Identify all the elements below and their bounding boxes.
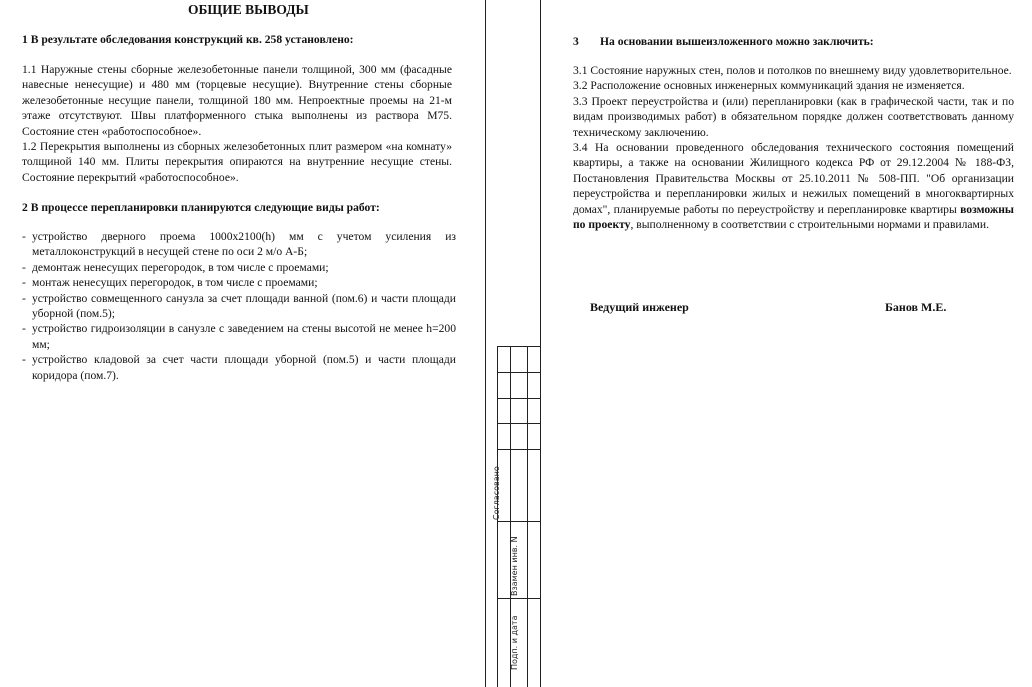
list-item: - устройство дверного проема 1000х2100(h) мм с учетом усиления из металлоконструкций в несущей стене по оси 2 м/о А-Б; <box>22 229 456 260</box>
paragraph-1-2: 1.2 Перекрытия выполнены из сборных железобетонных плит размером «на комнату» толщиной 140 мм. Плиты перекрытия опираются на внутренние несущие стены. Состояние перекрытий «работоспособное». <box>22 140 452 184</box>
signer-role: Ведущий инженер <box>590 300 689 314</box>
page-title: ОБЩИЕ ВЫВОДЫ <box>188 2 309 17</box>
paragraph-3-1: 3.1 Состояние наружных стен, полов и потолков по внешнему виду удовлетворительное. <box>573 64 1012 77</box>
section-1-body <box>22 62 452 185</box>
paragraph-1-1: 1.1 Наружные стены сборные железобетонные панели толщиной, 300 мм (фасадные навесные ненесущие) и 480 мм (торцевые несущие). Внутренние стены сборные железобетонные несущие панели, толщиной 180 мм. Непроектные проемы на 21-м этаже отсутствуют. Швы платформенного стыка выполнены из раствора М75. Состояние стен «работоспособное». <box>22 63 452 138</box>
list-item: - устройство кладовой за счет части площади уборной (пом.5) и части площади коридора (пом.7). <box>22 352 456 383</box>
section-2-heading: 2 В процессе перепланировки планируются следующие виды работ: <box>22 201 380 214</box>
section-3-heading: На основании вышеизложенного можно заключить: <box>600 35 874 48</box>
paragraph-3-4-emphasis: возможны по проекту <box>573 202 1014 232</box>
section-3-number: 3 <box>573 35 579 48</box>
works-list <box>22 229 456 383</box>
list-item: - монтаж ненесущих перегородок, в том числе с проемами; <box>22 275 456 290</box>
page-border-right <box>540 0 541 687</box>
list-item: - устройство совмещенного санузла за счет площади ванной (пом.6) и части площади уборной (пом.5); <box>22 291 456 322</box>
paragraph-3-3: 3.3 Проект переустройства и (или) перепланировки (как в графической части, так и по видам производимых работ) в обязательном порядке должен соответствовать данному техническому заключению. <box>573 94 1014 139</box>
stamp-label-approved: Согласовано <box>492 466 501 520</box>
section-3-body <box>573 63 1014 232</box>
paragraph-3-4 <box>573 140 1014 232</box>
list-item: - демонтаж ненесущих перегородок, в том числе с проемами; <box>22 260 456 275</box>
page-border-left <box>485 0 486 687</box>
section-1-heading: 1 В результате обследования конструкций кв. 258 установлено: <box>22 33 354 46</box>
list-item: - устройство гидроизоляции в санузле с заведением на стены высотой не менее h=200 мм; <box>22 321 456 352</box>
paragraph-3-4-end: , выполненному в соответствии с строительными нормами и правилами. <box>630 218 989 232</box>
stamp-label-replacement: Взамен инв. N <box>510 536 519 596</box>
stamp-label-signature-date: Подп. и дата <box>510 615 519 670</box>
signer-name: Банов М.Е. <box>885 300 947 314</box>
paragraph-3-2: 3.2 Расположение основных инженерных коммуникаций здания не изменяется. <box>573 79 965 93</box>
paragraph-3-4-text: 3.4 На основании проведенного обследования технического состояния помещений квартиры, а также на основании Жилищного кодекса РФ от 29.12.2004 № 188-ФЗ, Постановления Правительства Москвы от 25.10.2011 № 508-ПП. "Об организации переустройства и перепланировки жилых и нежилых помещений в многоквартирных домах", планируемые работы по переустройству и перепланировке квартиры <box>573 141 1014 216</box>
